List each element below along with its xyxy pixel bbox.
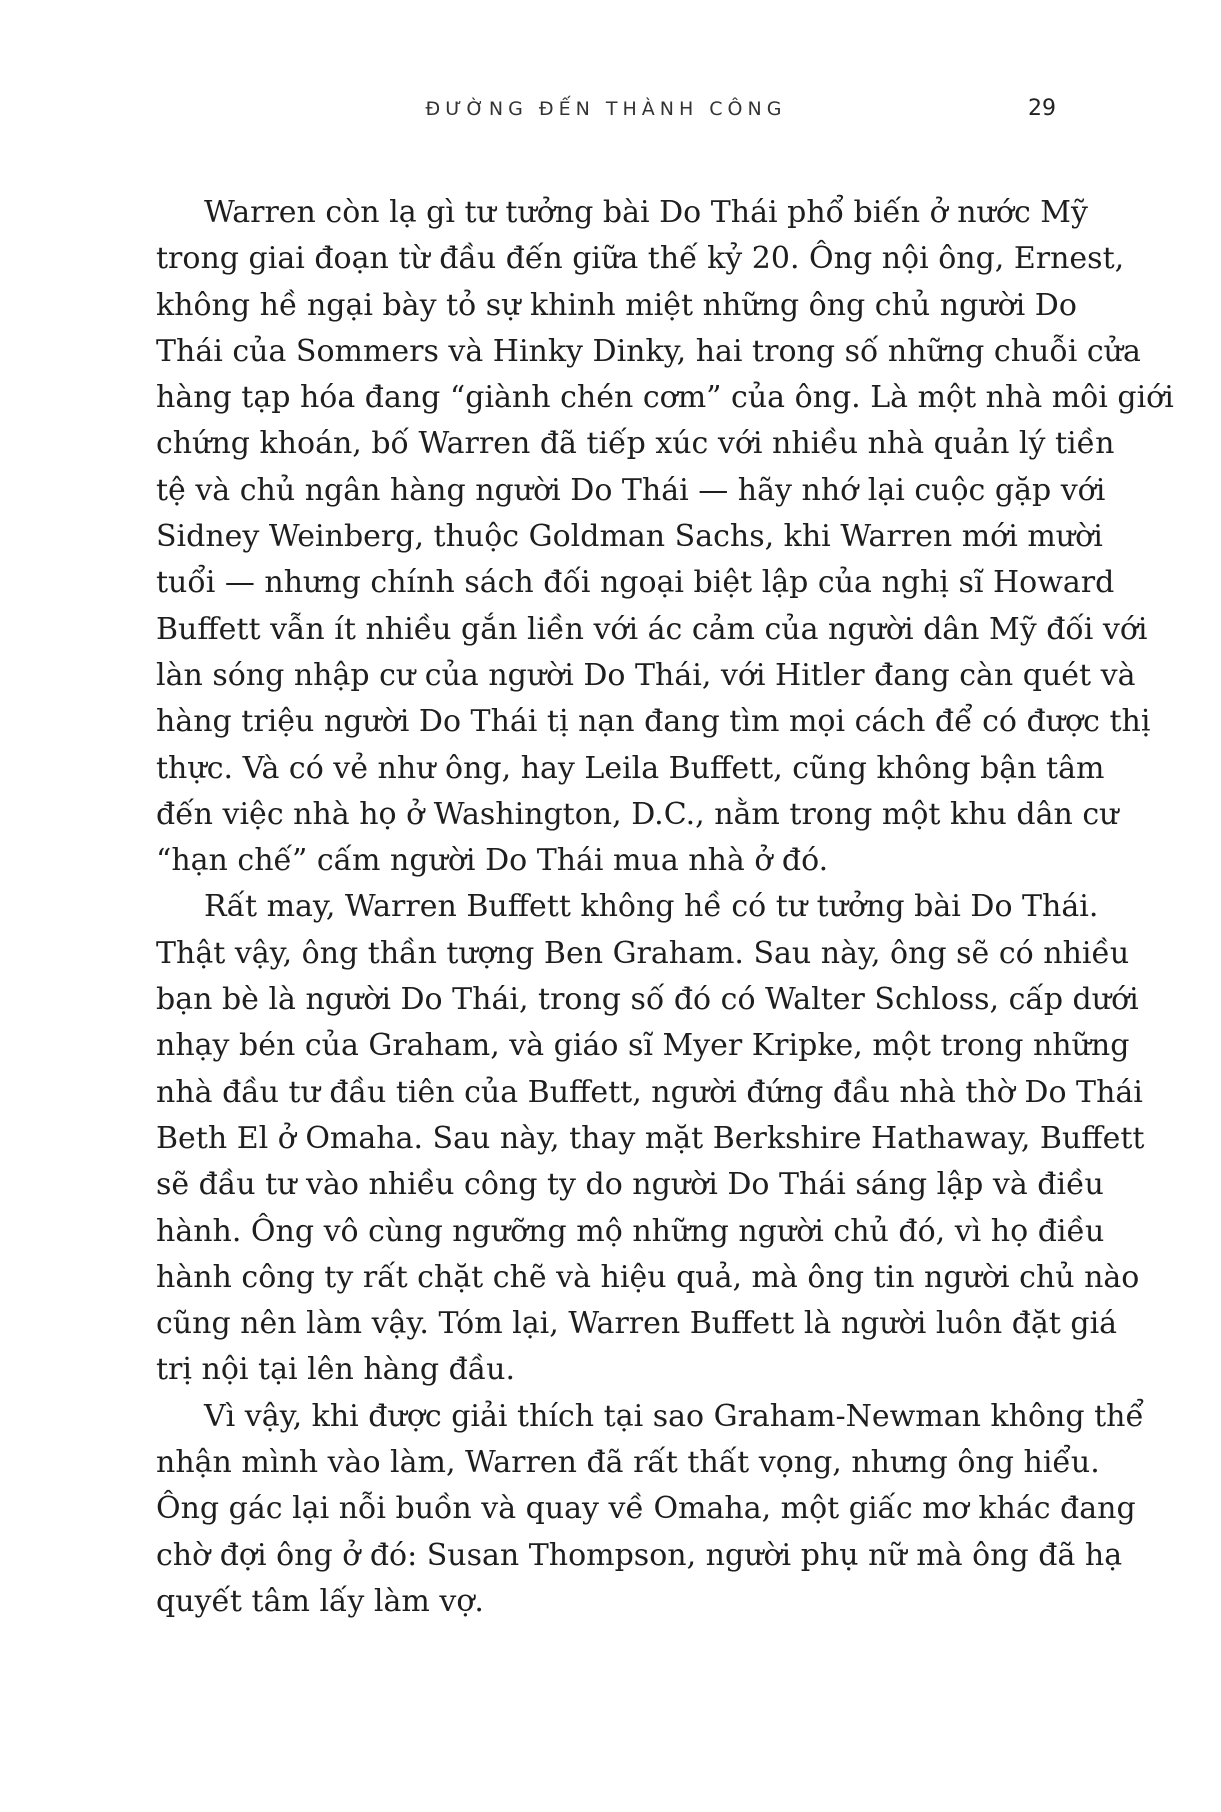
text-line: quyết tâm lấy làm vợ. [156, 1583, 484, 1619]
running-title: ĐƯỜNG ĐẾN THÀNH CÔNG [425, 98, 787, 120]
text-line: nhạy bén của Graham, và giáo sĩ Myer Kripke, một trong những [156, 1028, 1130, 1064]
text-line: Ông gác lại nỗi buồn và quay về Omaha, một giấc mơ khác đang [156, 1491, 1136, 1527]
text-line: không hề ngại bày tỏ sự khinh miệt những ông chủ người Do [156, 287, 1077, 323]
text-line: bạn bè là người Do Thái, trong số đó có Walter Schloss, cấp dưới [156, 982, 1139, 1018]
text-line: tuổi — nhưng chính sách đối ngoại biệt lập của nghị sĩ Howard [156, 565, 1115, 601]
text-line: nhận mình vào làm, Warren đã rất thất vọng, nhưng ông hiểu. [156, 1445, 1100, 1481]
paragraph [156, 884, 1145, 1393]
text-line: Vì vậy, khi được giải thích tại sao Graham-Newman không thể [204, 1398, 1144, 1434]
text-line: “hạn chế” cấm người Do Thái mua nhà ở đó. [156, 843, 829, 879]
text-line: nhà đầu tư đầu tiên của Buffett, người đứng đầu nhà thờ Do Thái [156, 1074, 1143, 1110]
text-line: hành. Ông vô cùng ngưỡng mộ những người chủ đó, vì họ điều [156, 1213, 1105, 1249]
paragraph [156, 1394, 1144, 1625]
running-header [156, 96, 1056, 126]
text-line: đến việc nhà họ ở Washington, D.C., nằm trong một khu dân cư [156, 796, 1119, 832]
text-line: chứng khoán, bố Warren đã tiếp xúc với nhiều nhà quản lý tiền [156, 426, 1115, 462]
text-line: Warren còn lạ gì tư tưởng bài Do Thái phổ biến ở nước Mỹ [204, 195, 1088, 230]
text-line: chờ đợi ông ở đó: Susan Thompson, người phụ nữ mà ông đã hạ [156, 1537, 1123, 1573]
text-line: làn sóng nhập cư của người Do Thái, với Hitler đang càn quét và [156, 657, 1136, 693]
text-line: Thật vậy, ông thần tượng Ben Graham. Sau này, ông sẽ có nhiều [156, 935, 1130, 971]
text-line: Rất may, Warren Buffett không hề có tư tưởng bài Do Thái. [204, 889, 1099, 925]
text-line: Buffett vẫn ít nhiều gắn liền với ác cảm của người dân Mỹ đối với [156, 611, 1148, 647]
text-line: trong giai đoạn từ đầu đến giữa thế kỷ 20. Ông nội ông, Ernest, [156, 241, 1125, 277]
text-line: thực. Và có vẻ như ông, hay Leila Buffett, cũng không bận tâm [156, 750, 1105, 786]
text-line: tệ và chủ ngân hàng người Do Thái — hãy nhớ lại cuộc gặp với [156, 472, 1106, 508]
text-line: hàng tạp hóa đang “giành chén cơm” của ông. Là một nhà môi giới [156, 380, 1174, 416]
text-line: hàng triệu người Do Thái tị nạn đang tìm mọi cách để có được thị [156, 704, 1151, 740]
body-text [156, 190, 1174, 1625]
text-line: hành công ty rất chặt chẽ và hiệu quả, mà ông tin người chủ nào [156, 1259, 1140, 1295]
text-line: Beth El ở Omaha. Sau này, thay mặt Berkshire Hathaway, Buffett [156, 1120, 1145, 1156]
text-line: Sidney Weinberg, thuộc Goldman Sachs, khi Warren mới mười [156, 519, 1103, 555]
page-number: 29 [1028, 96, 1056, 121]
text-line: cũng nên làm vậy. Tóm lại, Warren Buffett là người luôn đặt giá [156, 1306, 1118, 1342]
paragraph [156, 190, 1174, 884]
text-line: Thái của Sommers và Hinky Dinky, hai trong số những chuỗi cửa [156, 333, 1141, 369]
text-line: sẽ đầu tư vào nhiều công ty do người Do Thái sáng lập và điều [156, 1167, 1104, 1203]
text-line: trị nội tại lên hàng đầu. [156, 1352, 516, 1388]
